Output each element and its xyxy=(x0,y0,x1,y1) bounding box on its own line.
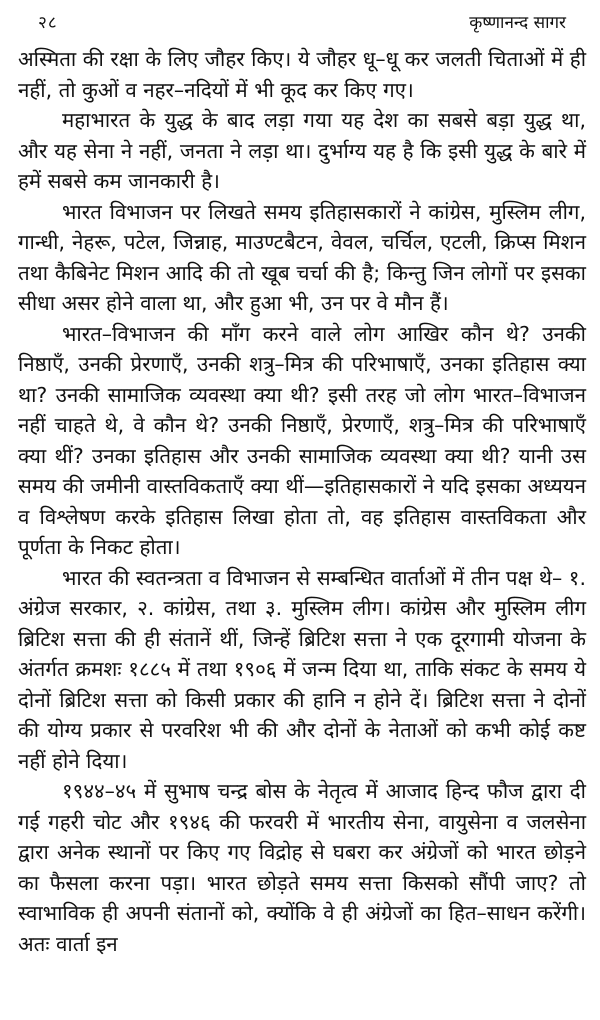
running-title: कृष्णानन्द सागर xyxy=(469,13,566,33)
page-header xyxy=(16,0,584,44)
page-number: २८ xyxy=(38,13,58,33)
paragraph-continuation: अस्मिता की रक्षा के लिए जौहर किए। ये जौहर धू–धू कर जलती चिताओं में ही नहीं, तो कुओं व नहर–नदियों में भी कूद कर किए गए। xyxy=(18,47,586,102)
paragraph-mahabharat: महाभारत के युद्ध के बाद लड़ा गया यह देश का सबसे बड़ा युद्ध था, और यह सेना ने नहीं, जनता ने लड़ा था। दुर्भाग्य यह है कि इसी युद्ध के बारे में हमें सबसे कम जानकारी है। xyxy=(18,108,586,193)
paragraph-who-demanded: भारत–विभाजन की माँग करने वाले लोग आखिर कौन थे? उनकी निष्ठाएँ, उनकी प्रेरणाएँ, उनकी शत्रु–मित्र की परिभाषाएँ, उनका इतिहास क्या था? उनकी सामाजिक व्यवस्था क्या थी? इसी तरह जो लोग भारत–विभाजन नहीं चाहते थे, वे कौन थे? उनकी निष्ठाएँ, प्रेरणाएँ, शत्रु–मित्र की परिभाषाएँ क्या थीं? उनका इतिहास और उनकी सामाजिक व्यवस्था क्या थी? यानी उस समय की जमीनी वास्तविकताएँ क्या थीं—इतिहासकारों ने यदि इसका अध्ययन व विश्लेषण करके इतिहास लिखा होता तो, वह इतिहास वास्तविकता और पूर्णता के निकट होता। xyxy=(18,321,586,559)
paragraph-subhash-bose: १९४४–४५ में सुभाष चन्द्र बोस के नेतृत्व में आजाद हिन्द फौज द्वारा दी गई गहरी चोट और १९४६ की फरवरी में भारतीय सेना, वायुसेना व जलसेना द्वारा अनेक स्थानों पर किए गए विद्रोह से घबरा कर अंग्रेजों को भारत छोड़ने का फैसला करना पड़ा। भारत छोड़ते समय सत्ता किसको सौंपी जाए? तो स्वाभाविक ही अपनी संतानों को, क्योंकि वे ही अंग्रेजों का हित–साधन करेंगी। अतः वार्ता इन xyxy=(18,779,586,956)
paragraph-historians: भारत विभाजन पर लिखते समय इतिहासकारों ने कांग्रेस, मुस्लिम लीग, गान्धी, नेहरू, पटेल, जिन्नाह, माउण्टबैटन, वेवल, चर्चिल, एटली, क्रिप्स मिशन तथा कैबिनेट मिशन आदि की तो खूब चर्चा की है; किन्तु जिन लोगों पर इसका सीधा असर होने वाला था, और हुआ भी, उन पर वे मौन हैं। xyxy=(18,199,586,315)
body-text xyxy=(18,44,586,959)
paragraph-three-parties: भारत की स्वतन्त्रता व विभाजन से सम्बन्धित वार्ताओं में तीन पक्ष थे– १. अंग्रेज सरकार, २. कांग्रेस, तथा ३. मुस्लिम लीग। कांग्रेस और मुस्लिम लीग ब्रिटिश सत्ता की ही संतानें थीं, जिन्हें ब्रिटिश सत्ता ने एक दूरगामी योजना के अंतर्गत क्रमशः १८८५ में तथा १९०६ में जन्म दिया था, ताकि संकट के समय ये दोनों ब्रिटिश सत्ता को किसी प्रकार की हानि न होने दें। ब्रिटिश सत्ता ने दोनों की योग्य प्रकार से परवरिश भी की और दोनों के नेताओं को कभी कोई कष्ट नहीं होने दिया। xyxy=(18,565,586,773)
